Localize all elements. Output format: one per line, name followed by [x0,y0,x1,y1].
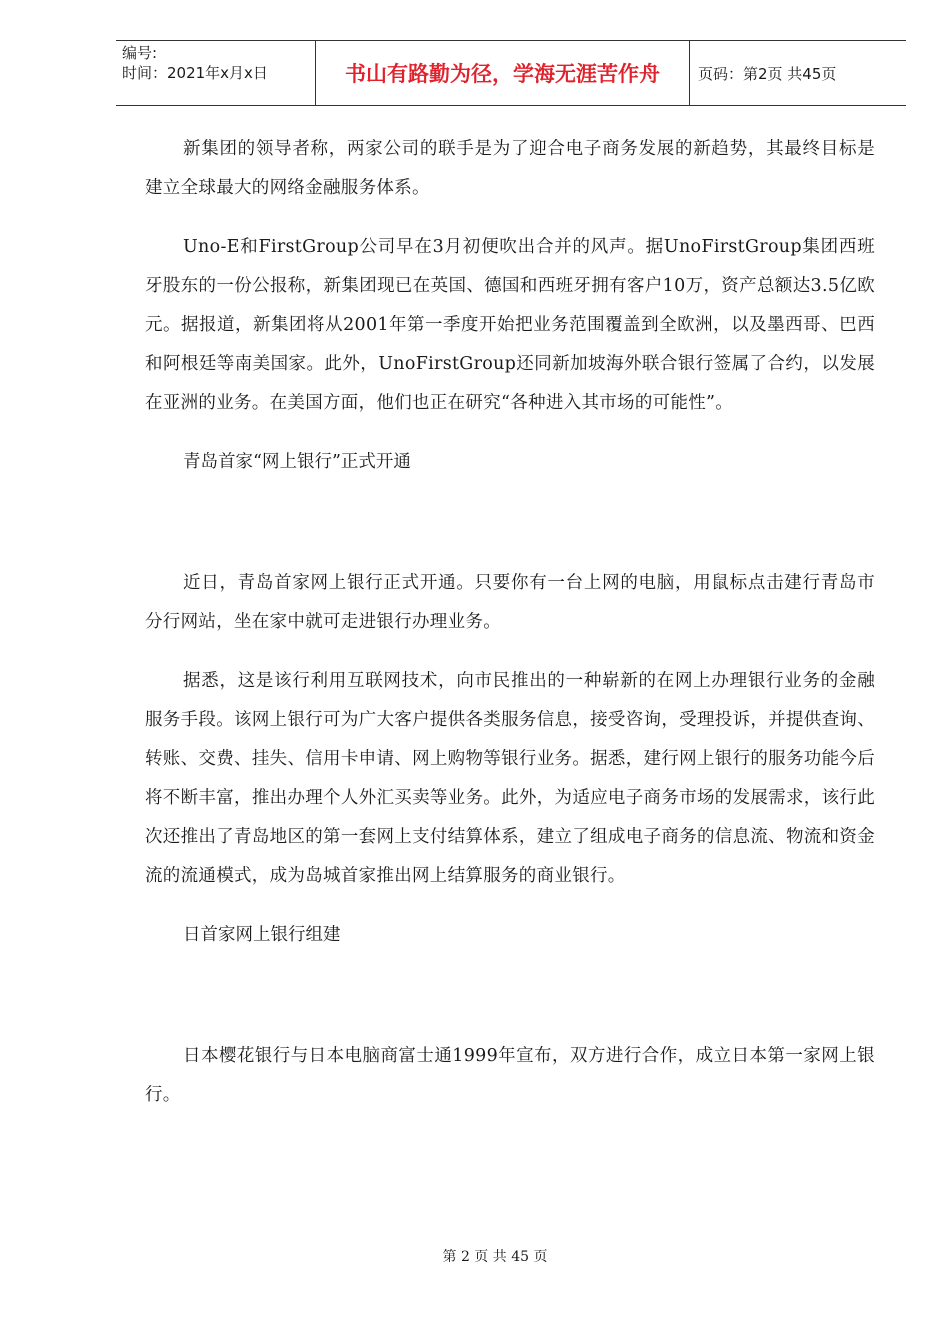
header-page-info: 页码：第2页 共45页 [698,64,837,83]
serial-label: 编号: [122,44,158,62]
paragraph: Uno-E和FirstGroup公司早在3月初便吹出合并的风声。据UnoFirstGroup集团西班牙股东的一份公报称，新集团现已在英国、德国和西班牙拥有客户10万，资产总额达3.5亿欧元。据报道，新集团将从2001年第一季度开始把业务范围覆盖到全欧洲，以及墨西哥、巴西和阿根廷等南美国家。此外，UnoFirstGroup还同新加坡海外联合银行签属了合约，以发展在亚洲的业务。在美国方面，他们也正在研究“各种进入其市场的可能性”。 [145,237,875,413]
section-heading: 青岛首家“网上银行”正式开通 [183,452,411,472]
time-label: 时间：2021年x月x日 [122,64,268,82]
page-footer: 第 2 页 共 45 页 [442,1249,548,1265]
header-motto: 书山有路勤为径，学海无涯苦作舟 [316,41,690,105]
paragraph: 新集团的领导者称，两家公司的联手是为了迎合电子商务发展的新趋势，其最终目标是建立全球最大的网络金融服务体系。 [145,139,875,198]
section-heading: 日首家网上银行组建 [183,925,341,945]
header-meta [116,41,316,105]
page-header [116,40,906,106]
paragraph: 日本樱花银行与日本电脑商富士通1999年宣布，双方进行合作，成立日本第一家网上银行。 [145,1046,875,1105]
paragraph: 据悉，这是该行利用互联网技术，向市民推出的一种崭新的在网上办理银行业务的金融服务手段。该网上银行可为广大客户提供各类服务信息，接受咨询，受理投诉，并提供查询、转账、交费、挂失、信用卡申请、网上购物等银行业务。据悉，建行网上银行的服务功能今后将不断丰富，推出办理个人外汇买卖等业务。此外，为适应电子商务市场的发展需求，该行此次还推出了青岛地区的第一套网上支付结算体系，建立了组成电子商务的信息流、物流和资金流的流通模式，成为岛城首家推出网上结算服务的商业银行。 [145,671,875,886]
paragraph: 近日，青岛首家网上银行正式开通。只要你有一台上网的电脑，用鼠标点击建行青岛市分行网站，坐在家中就可走进银行办理业务。 [145,573,875,632]
document-body [145,130,875,1135]
